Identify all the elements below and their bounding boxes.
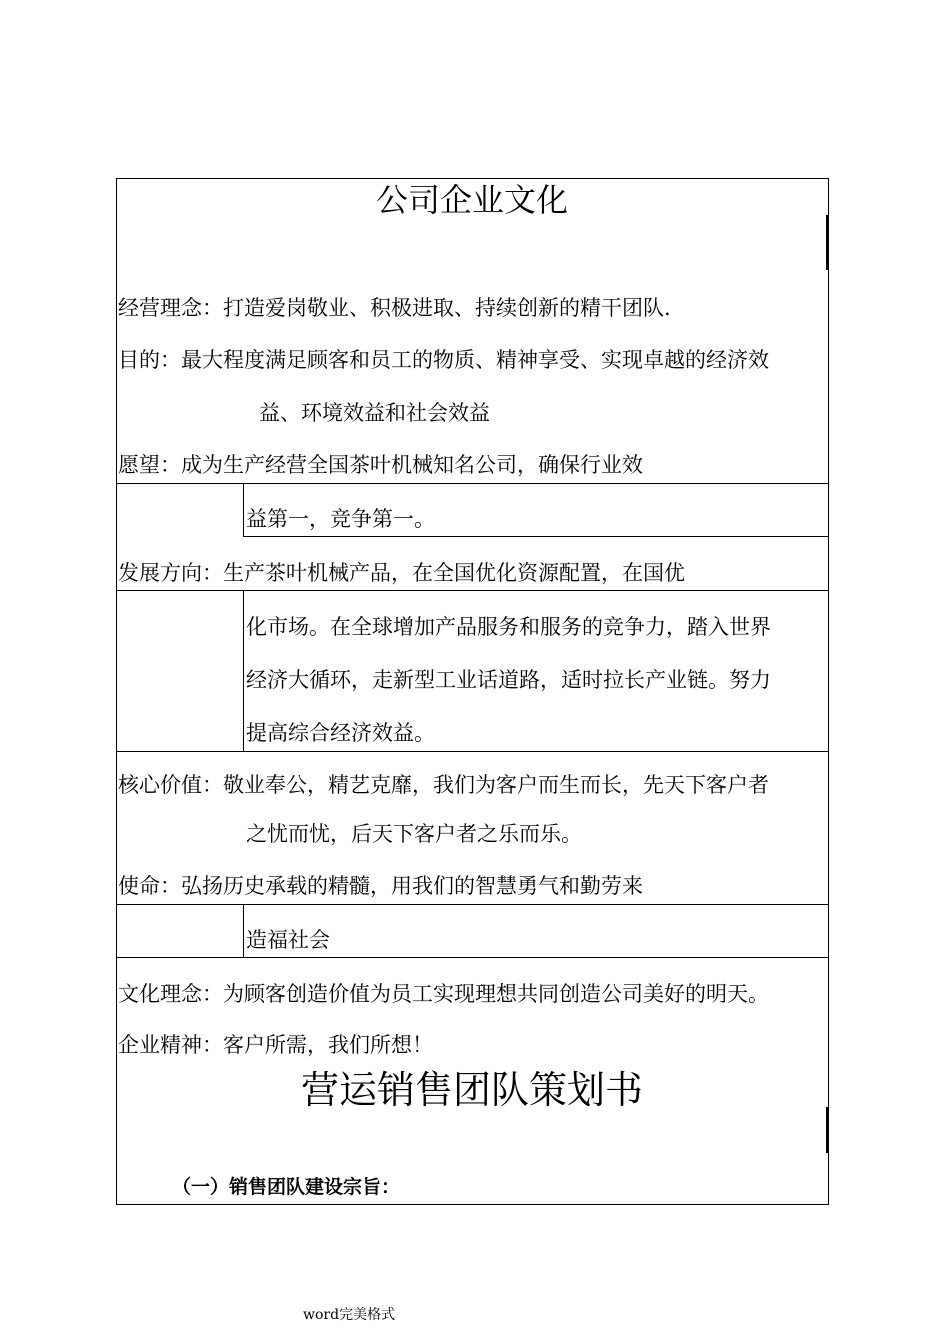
text-line-spirit: 企业精神：客户所需，我们所想！ [118,1033,433,1057]
text-line-business-philosophy: 经营理念：打造爱岗敬业、积极进取、持续创新的精干团队. [118,296,671,320]
document-title: 公司企业文化 [375,181,568,219]
row-divider [116,957,829,958]
text-line-vision-cont: 益第一，竞争第一。 [246,507,435,531]
text-line-direction-cont: 提高综合经济效益。 [246,721,435,745]
row-divider [116,751,829,752]
text-line-core-values-cont: 之忧而忧，后天下客户者之乐而乐。 [246,822,582,846]
column-divider [243,483,244,537]
column-divider [243,904,244,958]
text-line-purpose: 目的：最大程度满足顾客和员工的物质、精神享受、实现卓越的经济效 [118,348,769,372]
table-border-left [116,178,117,1205]
row-divider [116,590,829,591]
text-line-vision: 愿望：成为生产经营全国茶叶机械知名公司，确保行业效 [118,453,643,477]
table-border-right [828,178,829,1205]
page-footer: word完美格式 [303,1307,396,1323]
text-line-direction: 发展方向：生产茶叶机械产品，在全国优化资源配置，在国优 [118,561,685,585]
section-subheading: （一）销售团队建设宗旨： [172,1176,401,1198]
text-line-mission-cont: 造福社会 [246,928,330,952]
row-divider [243,536,829,537]
text-line-mission: 使命：弘扬历史承载的精髓，用我们的智慧勇气和勤劳来 [118,874,643,898]
section-title: 营运销售团队策划书 [300,1068,643,1112]
text-line-culture: 文化理念：为顾客创造价值为员工实现理想共同创造公司美好的明天。 [118,982,769,1006]
column-divider [243,590,244,752]
table-border-bottom [116,1204,829,1205]
text-line-direction-cont: 经济大循环，走新型工业话道路，适时拉长产业链。努力 [246,668,771,692]
row-divider [116,483,829,484]
row-divider [116,904,829,905]
text-line-purpose-cont: 益、环境效益和社会效益 [259,401,490,425]
text-line-core-values: 核心价值：敬业奉公，精艺克靡，我们为客户而生而长，先天下客户者 [118,773,769,797]
table-right-mark [826,215,828,270]
text-line-direction-cont: 化市场。在全球增加产品服务和服务的竞争力，踏入世界 [246,615,771,639]
